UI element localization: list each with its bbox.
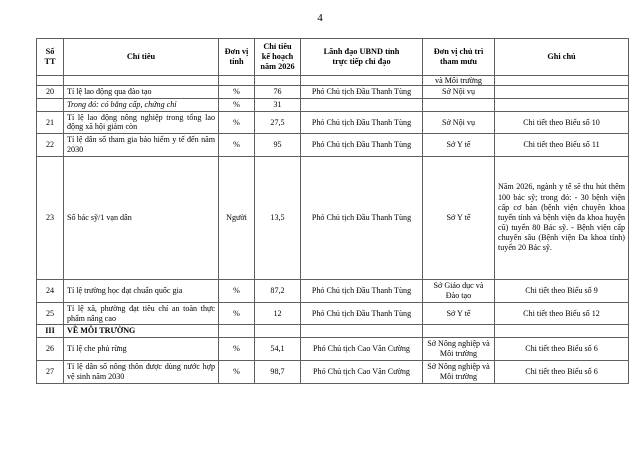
cell-indicator-name: Tỉ lệ dân số tham gia bảo hiểm y tế đến năm 2030: [64, 134, 219, 157]
table-row: [37, 338, 629, 361]
cell-target-value: 12: [255, 302, 301, 325]
cell-unit: [219, 75, 255, 85]
cell-leader: Phó Chủ tịch Đầu Thanh Tùng: [301, 85, 423, 98]
cell-unit: %: [219, 98, 255, 111]
page-number: 4: [317, 12, 323, 24]
table-row: [37, 280, 629, 303]
cell-stt: 20: [37, 85, 64, 98]
cell-target-value: 95: [255, 134, 301, 157]
cell-leader: Phó Chủ tịch Đầu Thanh Tùng: [301, 280, 423, 303]
cell-unit: %: [219, 85, 255, 98]
column-header-note-line1: Ghi chú: [547, 51, 576, 61]
cell-responsible-org: Sở Y tế: [423, 134, 495, 157]
cell-leader: Phó Chủ tịch Cao Văn Cường: [301, 338, 423, 361]
table-body: [37, 75, 629, 383]
indicators-table: [36, 38, 629, 384]
cell-leader: Phó Chủ tịch Đầu Thanh Tùng: [301, 134, 423, 157]
cell-responsible-org: và Môi trường: [423, 75, 495, 85]
column-header-target: [255, 39, 301, 76]
cell-stt: [37, 75, 64, 85]
cell-note: Chi tiết theo Biểu số 6: [495, 338, 629, 361]
cell-target-value: [255, 325, 301, 338]
cell-unit: %: [219, 134, 255, 157]
cell-indicator-name: Tỉ lệ xã, phường đạt tiêu chí an toàn thực phẩm nâng cao: [64, 302, 219, 325]
column-header-leader-line2: trực tiếp chỉ đạo: [332, 56, 391, 66]
cell-target-value: [255, 75, 301, 85]
cell-stt: 26: [37, 338, 64, 361]
cell-note: Chi tiết theo Biểu số 10: [495, 111, 629, 134]
cell-unit: %: [219, 111, 255, 134]
cell-leader: Phó Chủ tịch Đầu Thanh Tùng: [301, 157, 423, 280]
cell-indicator-name: Tỉ lệ che phủ rừng: [64, 338, 219, 361]
column-header-target-line1: Chỉ tiêu: [263, 42, 292, 51]
cell-target-value: 31: [255, 98, 301, 111]
table-header: [37, 39, 629, 76]
cell-indicator-name: Tỉ lệ trường học đạt chuẩn quốc gia: [64, 280, 219, 303]
cell-note: [495, 325, 629, 338]
cell-indicator-name: Tỉ lệ lao động qua đào tạo: [64, 85, 219, 98]
table-row: [37, 111, 629, 134]
cell-stt: 23: [37, 157, 64, 280]
table-row: [37, 302, 629, 325]
column-header-target-line2: kế hoạch: [261, 51, 294, 61]
column-header-leader-line1: Lãnh đạo UBND tỉnh: [323, 46, 400, 56]
cell-indicator-name: Số bác sỹ/1 vạn dân: [64, 157, 219, 280]
cell-target-value: 27,5: [255, 111, 301, 134]
cell-target-value: 98,7: [255, 361, 301, 384]
table-row: [37, 325, 629, 338]
table-row: [37, 361, 629, 384]
cell-responsible-org: [423, 98, 495, 111]
column-header-stt-line1: Số: [45, 46, 55, 56]
table-row: [37, 157, 629, 280]
table-row: [37, 75, 629, 85]
cell-indicator-name: Trong đó: có bằng cấp, chứng chỉ: [64, 98, 219, 111]
cell-unit: %: [219, 361, 255, 384]
cell-indicator-name: VỀ MÔI TRƯỜNG: [64, 325, 219, 338]
column-header-target-line3: năm 2026: [260, 61, 295, 71]
cell-stt: III: [37, 325, 64, 338]
cell-responsible-org: [423, 325, 495, 338]
table-row: [37, 98, 629, 111]
cell-unit: %: [219, 302, 255, 325]
table-header-row: [37, 39, 629, 76]
table-row: [37, 85, 629, 98]
cell-note: Chi tiết theo Biểu số 11: [495, 134, 629, 157]
cell-responsible-org: Sở Giáo dục và Đào tạo: [423, 280, 495, 303]
cell-leader: Phó Chủ tịch Đầu Thanh Tùng: [301, 111, 423, 134]
cell-note: Chi tiết theo Biểu số 9: [495, 280, 629, 303]
indicators-table-container: [36, 38, 628, 384]
column-header-stt: [37, 39, 64, 76]
cell-leader: [301, 75, 423, 85]
cell-responsible-org: Sở Nội vụ: [423, 111, 495, 134]
cell-stt: 27: [37, 361, 64, 384]
cell-responsible-org: Sở Y tế: [423, 157, 495, 280]
cell-target-value: 13,5: [255, 157, 301, 280]
cell-stt: 24: [37, 280, 64, 303]
cell-target-value: 87,2: [255, 280, 301, 303]
column-header-unit-line2: tính: [229, 56, 244, 66]
column-header-unit-line1: Đơn vị: [224, 46, 249, 56]
table-row: [37, 134, 629, 157]
cell-stt: 21: [37, 111, 64, 134]
column-header-leader: [301, 39, 423, 76]
column-header-stt-line2: TT: [44, 56, 56, 66]
cell-indicator-name: Tỉ lệ dân số nông thôn được dùng nước hợp vệ sinh năm 2030: [64, 361, 219, 384]
cell-note: Chi tiết theo Biểu số 6: [495, 361, 629, 384]
cell-note: [495, 85, 629, 98]
cell-responsible-org: Sở Y tế: [423, 302, 495, 325]
cell-responsible-org: Sở Nông nghiệp và Môi trường: [423, 361, 495, 384]
column-header-indicator-line1: Chỉ tiêu: [126, 51, 156, 61]
cell-unit: %: [219, 338, 255, 361]
cell-indicator-name: [64, 75, 219, 85]
cell-note: [495, 98, 629, 111]
cell-unit: Người: [219, 157, 255, 280]
cell-target-value: 54,1: [255, 338, 301, 361]
cell-responsible-org: Sở Nội vụ: [423, 85, 495, 98]
cell-note: [495, 75, 629, 85]
column-header-unit: [219, 39, 255, 76]
cell-note: Chi tiết theo Biểu số 12: [495, 302, 629, 325]
column-header-note: [495, 39, 629, 76]
cell-stt: 25: [37, 302, 64, 325]
cell-leader: [301, 325, 423, 338]
cell-indicator-name: Tỉ lệ lao động nông nghiệp trong tổng lao động xã hội giảm còn: [64, 111, 219, 134]
column-header-org-line2: tham mưu: [439, 56, 478, 66]
cell-unit: [219, 325, 255, 338]
cell-note: Năm 2026, ngành y tế sẽ thu hút thêm 100 bác sỹ; trong đó: - 30 bệnh viện cấp cơ bản (bệnh viện chuyên khoa tuyến tỉnh và bệnh viện đa khoa huyện cũ) tuyển 80 Bác sỹ. - Bệnh viện cấp chuyên sâu (Bệnh viện Đa khoa tỉnh) tuyển 20 Bác sỹ.: [495, 157, 629, 280]
column-header-indicator: [64, 39, 219, 76]
cell-stt: 22: [37, 134, 64, 157]
cell-leader: Phó Chủ tịch Đầu Thanh Tùng: [301, 302, 423, 325]
cell-unit: %: [219, 280, 255, 303]
cell-leader: [301, 98, 423, 111]
column-header-org-line1: Đơn vị chủ trì: [433, 46, 484, 56]
column-header-org: [423, 39, 495, 76]
cell-target-value: 76: [255, 85, 301, 98]
cell-stt: [37, 98, 64, 111]
cell-responsible-org: Sở Nông nghiệp và Môi trường: [423, 338, 495, 361]
cell-leader: Phó Chủ tịch Cao Văn Cường: [301, 361, 423, 384]
